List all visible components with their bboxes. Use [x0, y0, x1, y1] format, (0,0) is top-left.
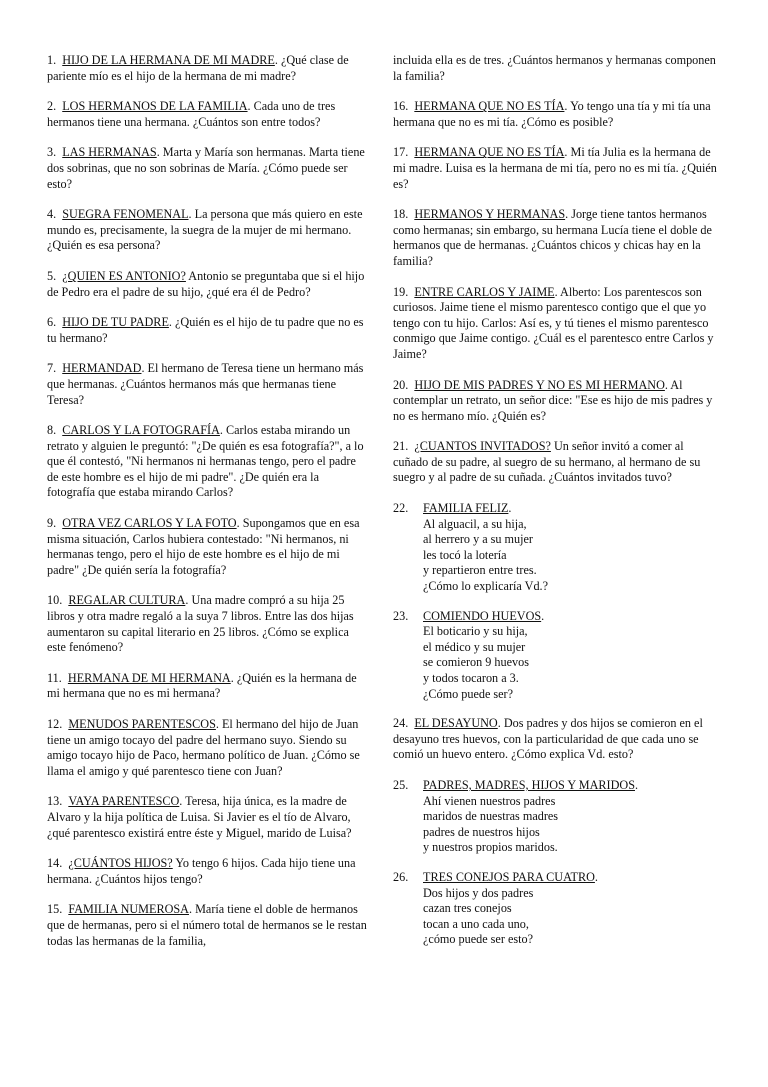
puzzle-22: 22. FAMILIA FELIZ. Al alguacil, a su hija, al herrero y a su mujer les tocó la lotería y repartieron entre tres. ¿Cómo lo explicaría Vd.? [393, 501, 719, 595]
puzzle-title: FAMILIA FELIZ [423, 501, 509, 516]
puzzle-title: ¿CUANTOS INVITADOS? [414, 439, 551, 454]
puzzle-number: 12. [47, 717, 63, 731]
puzzle-2 [47, 99, 367, 130]
verse-line: maridos de nuestras madres [423, 809, 559, 824]
puzzle-number: 23. [393, 608, 409, 623]
verse-puzzles-b [393, 778, 719, 948]
puzzle-title: HIJO DE TU PADRE [62, 315, 169, 330]
puzzle-text: . La persona que más quiero en este mundo es, precisamente, la suegra de la mujer de mi hermano. ¿Quién es esa persona? [47, 207, 363, 253]
puzzle-title: EL DESAYUNO [414, 716, 498, 731]
puzzle-title: HERMANDAD [62, 361, 142, 376]
puzzle-10 [47, 593, 367, 655]
puzzle-title: SUEGRA FENOMENAL [62, 207, 189, 222]
puzzle-number: 26. [393, 869, 409, 884]
puzzle-text: . ¿Quién es la hermana de mi hermana que no es mi hermana? [47, 670, 357, 701]
puzzle-title: HERMANOS Y HERMANAS [414, 207, 566, 222]
puzzle-11 [47, 671, 367, 702]
puzzle-text: . Cada uno de tres hermanos tiene una hermana. ¿Cuántos son entre todos? [47, 99, 336, 129]
puzzle-title: TRES CONEJOS PARA CUATRO [423, 869, 595, 884]
puzzle-title: HERMANA QUE NO ES TÍA [414, 99, 565, 114]
verse-line: se comieron 9 huevos [423, 655, 529, 670]
puzzle-number: 8. [47, 423, 57, 438]
puzzle-title: HIJO DE MIS PADRES Y NO ES MI HERMANO [414, 377, 665, 392]
verse-puzzles-a [393, 501, 719, 702]
puzzle-text: Yo tengo 6 hijos. Cada hijo tiene una hermana. ¿Cuántos hijos tengo? [47, 856, 356, 886]
puzzle-title: HERMANA QUE NO ES TÍA [414, 145, 565, 160]
puzzle-5 [47, 269, 367, 300]
puzzle-title: CARLOS Y LA FOTOGRAFÍA [62, 423, 220, 438]
puzzle-6 [47, 315, 367, 346]
verse-line: el médico y su mujer [423, 639, 526, 654]
puzzle-21 [393, 439, 719, 486]
puzzle-number: 13. [47, 794, 63, 809]
puzzle-text: . El hermano del hijo de Juan tiene un amigo tocayo del padre del hermano suyo. Siendo su amigo tocayo hijo de Paco, hermano político de Juan. ¿Cómo se llama el amigo y qué parentesco tiene con Juan? [47, 717, 360, 778]
right-puzzles [393, 99, 719, 486]
verse-line: El boticario y su hija, [423, 624, 528, 639]
puzzle-text: . Carlos estaba mirando un retrato y alguien le preguntó: "¿De quién es esa fotografía?", a lo que él contestó, "Ni hermanos ni hermanas tengo, pero el padre de este hombre es el hijo de mi padre". ¿De quién era la fotografía que estaba mirando Carlos? [47, 423, 364, 500]
puzzle-number: 25. [393, 777, 409, 792]
puzzle-18 [393, 207, 719, 269]
verse-line: y nuestros propios maridos. [423, 840, 558, 855]
verse-line: ¿Cómo puede ser? [423, 686, 514, 701]
verse-lines [423, 886, 719, 948]
puzzle-19 [393, 285, 719, 363]
puzzle-number: 2. [47, 99, 57, 114]
puzzle-number: 17. [393, 145, 409, 160]
puzzle-title: VAYA PARENTESCO [68, 794, 180, 809]
puzzle-15 [47, 902, 367, 949]
puzzle-text: . Mi tía Julia es la hermana de mi madre. Luisa es la hermana de mi tía, pero no es mi tía. ¿Quién es? [393, 145, 717, 191]
puzzle-number: 19. [393, 284, 409, 299]
puzzle-24 [393, 716, 719, 763]
puzzle-text: . Teresa, hija única, es la madre de Alvaro y la hija política de Luisa. Si Javier es el tío de Alvaro, ¿qué parentesco existirá entre éste y Miguel, marido de Luisa? [47, 794, 352, 840]
puzzle-16 [393, 99, 719, 130]
puzzle-number: 16. [393, 99, 409, 114]
verse-line: Dos hijos y dos padres [423, 885, 534, 900]
puzzle-text: . Marta y María son hermanas. Marta tiene dos sobrinas, que no son sobrinas de María. ¿Cómo puede ser esto? [47, 145, 365, 191]
puzzle-text: . Una madre compró a su hija 25 libros y otra madre regaló a la suya 7 libros. Entre las dos hijas aumentaron su capital literario en 25 libros. ¿Cómo se explica este fenómeno? [47, 593, 354, 655]
puzzle-20 [393, 378, 719, 425]
puzzle-12 [47, 717, 367, 779]
left-column [47, 53, 367, 964]
puzzle-title: LAS HERMANAS [62, 145, 157, 160]
puzzle-text: . Jorge tiene tantos hermanos como hermanas; sin embargo, su hermana Lucía tiene el doble de hermanos que de hermanas. ¿Cuántos chicos y chicas hay en la familia? [393, 207, 712, 268]
puzzle-number: 18. [393, 207, 409, 222]
puzzle-text: . Supongamos que en esa misma situación, Carlos hubiera contestado: "Ni hermanos, ni hermanas tengo, pero el hijo de este hombre es el hijo de mi padre" ¿De quién sería la fotografía? [47, 516, 360, 577]
puzzle-title: REGALAR CULTURA [68, 593, 186, 608]
puzzle-text: Un señor invitó a comer al cuñado de su padre, al suegro de su hermano, al hermano de su suegro y al padre de su cuñada. ¿Cuántos invitados tuvo? [393, 439, 701, 485]
puzzle-title: PADRES, MADRES, HIJOS Y MARIDOS [423, 777, 635, 792]
verse-line: Al alguacil, a su hija, [423, 516, 527, 531]
puzzle-title: LOS HERMANOS DE LA FAMILIA [62, 99, 248, 114]
puzzle-17 [393, 145, 719, 192]
puzzle-number: 5. [47, 268, 57, 283]
verse-lines [423, 517, 719, 595]
puzzle-24-container [393, 716, 719, 763]
puzzle-4 [47, 207, 367, 254]
puzzle-text: . ¿Qué clase de pariente mío es el hijo de la hermana de mi madre? [47, 53, 349, 83]
verse-line: Ahí vienen nuestros padres [423, 793, 556, 808]
puzzle-7 [47, 361, 367, 408]
puzzle-number: 4. [47, 207, 57, 222]
puzzle-number: 3. [47, 145, 57, 160]
verse-line: ¿Cómo lo explicaría Vd.? [423, 579, 548, 594]
verse-line: ¿cómo puede ser esto? [423, 932, 533, 947]
puzzle-title: COMIENDO HUEVOS [423, 608, 542, 623]
verse-line: y repartieron entre tres. [423, 563, 537, 578]
puzzle-number: 10. [47, 593, 63, 608]
puzzle-number: 11. [47, 670, 62, 685]
puzzle-number: 22. [393, 501, 409, 516]
puzzle-1 [47, 53, 367, 84]
puzzle-14 [47, 856, 367, 887]
puzzle-title: HERMANA DE MI HERMANA [67, 670, 231, 685]
puzzle-text: Antonio se preguntaba que si el hijo de Pedro era el padre de su hijo, ¿qué era él de Pedro? [47, 268, 365, 299]
verse-line: les tocó la lotería [423, 547, 507, 562]
verse-line: cazan tres conejos [423, 901, 512, 916]
puzzle-title: HIJO DE LA HERMANA DE MI MADRE [62, 53, 275, 67]
puzzle-number: 20. [393, 377, 409, 392]
puzzle-text: . El hermano de Teresa tiene un hermano más que hermanas. ¿Cuántos hermanos más que hermanas tiene Teresa? [47, 361, 364, 407]
puzzle-26: 26. TRES CONEJOS PARA CUATRO. Dos hijos y dos padres cazan tres conejos tocan a uno cada uno, ¿cómo puede ser esto? [393, 870, 719, 948]
puzzle-text: . ¿Quién es el hijo de tu padre que no es tu hermano? [47, 315, 364, 345]
puzzle-number: 7. [47, 361, 57, 376]
puzzle-number: 9. [47, 516, 57, 531]
verse-line: y todos tocaron a 3. [423, 671, 519, 685]
puzzle-text: . Al contemplar un retrato, un señor dice: "Ese es hijo de mis padres y no es hermano mío. ¿Quién es? [393, 377, 713, 423]
puzzle-title: ¿QUIEN ES ANTONIO? [62, 268, 186, 283]
puzzle-3 [47, 145, 367, 192]
puzzle-text: . Yo tengo una tía y mi tía una hermana que no es mi tía. ¿Cómo es posible? [393, 99, 711, 129]
puzzle-number: 24. [393, 716, 409, 731]
puzzle-25: 25. PADRES, MADRES, HIJOS Y MARIDOS. Ahí vienen nuestros padres maridos de nuestras madres padres de nuestros hijos y nuestros propios maridos. [393, 778, 719, 856]
verse-line: tocan a uno cada uno, [423, 916, 529, 931]
verse-lines [423, 794, 719, 856]
puzzle-15-continuation: incluida ella es de tres. ¿Cuántos hermanos y hermanas componen la familia? [393, 53, 716, 83]
puzzle-title: FAMILIA NUMEROSA [68, 902, 189, 917]
verse-line: padres de nuestros hijos [423, 824, 540, 839]
puzzle-title: ENTRE CARLOS Y JAIME [414, 284, 555, 299]
puzzle-number: 15. [47, 902, 63, 917]
puzzle-number: 14. [47, 856, 63, 871]
puzzle-number: 6. [47, 315, 57, 330]
puzzle-13 [47, 794, 367, 841]
puzzle-number: 1. [47, 53, 57, 67]
puzzle-title: MENUDOS PARENTESCOS [68, 717, 216, 731]
verse-line: al herrero y a su mujer [423, 532, 533, 547]
puzzle-number: 21. [393, 439, 409, 454]
puzzle-text: . Alberto: Los parentescos son curiosos. Jaime tiene el mismo parentesco contigo que el que yo tengo con tu hijo. Carlos: Así es, y tú tienes el mismo parentesco conmigo que Jaime contigo. ¿Cuál es el parentesco entre Carlos y Jaime? [393, 284, 714, 361]
puzzle-23: 23. COMIENDO HUEVOS. El boticario y su hija, el médico y su mujer se comieron 9 huevos y todos tocaron a 3. ¿Cómo puede ser? [393, 609, 719, 703]
puzzle-text: . Dos padres y dos hijos se comieron en el desayuno tres huevos, con la particularidad de que cada uno se comió un huevo entero. ¿Cómo explica Vd. esto? [393, 716, 703, 762]
puzzle-title: ¿CUÁNTOS HIJOS? [68, 856, 173, 871]
puzzle-8 [47, 423, 367, 501]
puzzle-title: OTRA VEZ CARLOS Y LA FOTO [62, 516, 237, 531]
puzzle-9 [47, 516, 367, 578]
verse-lines [423, 624, 719, 702]
puzzle-text: . María tiene el doble de hermanos que de hermanas, pero si el número total de hermanos se le restan todas las hermanas de la familia, [47, 902, 367, 948]
right-column [393, 53, 719, 962]
